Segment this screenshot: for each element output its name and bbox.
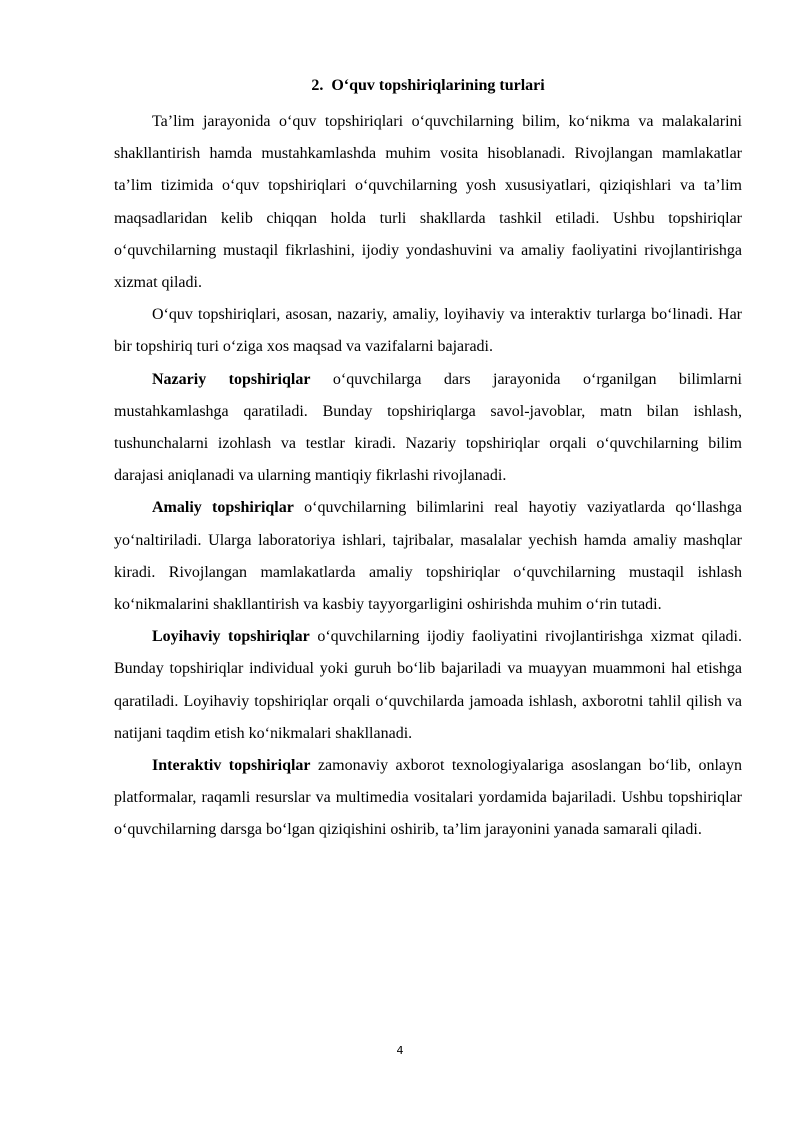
paragraph-text: zamonaviy axborot texnologiyalariga asoslangan bo‘lib, onlayn platformalar, raqamli resurslar va multimedia vositalari yordamida bajariladi. Ushbu topshiriqlar o‘quvchilarning darsga bo‘lgan qiziqishini oshirib, ta’lim jarayonini yanada samarali qiladi.: [114, 757, 742, 839]
paragraph-practical: [114, 492, 742, 621]
paragraph-text: o‘quvchilarning ijodiy faoliyatini rivojlantirishga xizmat qiladi. Bunday topshiriqlar individual yoki guruh bo‘lib bajariladi va muayyan muammoni hal etishga qaratiladi. Loyihaviy topshiriqlar orqali o‘quvchilarda jamoada ishlash, axborotni tahlil qilish va natijani taqdim etish ko‘nikmalari shakllanadi.: [114, 628, 742, 742]
section-title: O‘quv topshiriqlarining turlari: [331, 77, 545, 94]
term-practical-tasks: Amaliy topshiriqlar: [152, 499, 294, 517]
page-number: 4: [396, 1044, 404, 1057]
paragraph-interactive: [114, 750, 742, 847]
term-project-tasks: Loyihaviy topshiriqlar: [152, 628, 310, 646]
paragraph-text: o‘quvchilarning bilimlarini real hayotiy vaziyatlarda qo‘llashga yo‘naltiriladi. Ularga laboratoriya ishlari, tajribalar, masalalar yechish hamda amaliy mashqlar kiradi. Rivojlangan mamlakatlarda amaliy topshiriqlar o‘quvchilarning mustaqil ishlash ko‘nikmalarini shakllantirish va kasbiy tayyorgarligini oshirishda muhim o‘rin tutadi.: [114, 499, 743, 614]
paragraph-text: o‘quvchilarga dars jarayonida o‘rganilgan bilimlarni mustahkamlashga qaratiladi. Bunday topshiriqlarga savol-javoblar, matn bilan ishlash, tushunchalarni izohlash va testlar kiradi. Nazariy topshiriqlar orqali o‘quvchilarning bilim darajasi aniqlanadi va ularning mantiqiy fikrlashi rivojlanadi.: [114, 370, 742, 485]
paragraph-types: [114, 299, 742, 363]
paragraph-text: Ta’lim jarayonida o‘quv topshiriqlari o‘quvchilarning bilim, ko‘nikma va malakalarini shakllantirish hamda mustahkamlashda muhim vosita hisoblanadi. Rivojlangan mamlakatlar ta’lim tizimida o‘quv topshiriqlari o‘quvchilarning yosh xususiyatlari, qiziqishlari va ta’lim maqsadlaridan kelib chiqqan holda turli shakllarda tashkil etiladi. Ushbu topshiriqlar o‘quvchilarning mustaqil fikrlashini, ijodiy yondashuvini va amaliy faoliyatini rivojlantirishga xizmat qiladi.: [114, 113, 742, 292]
page-content: [114, 74, 742, 847]
paragraph-intro: [114, 106, 742, 299]
paragraph-theoretical: [114, 364, 742, 493]
section-heading: [114, 74, 742, 98]
term-theoretical-tasks: Nazariy topshiriqlar: [152, 370, 311, 388]
term-interactive-tasks: Interaktiv topshiriqlar: [152, 757, 311, 775]
paragraph-project: [114, 621, 742, 750]
paragraph-text: O‘quv topshiriqlari, asosan, nazariy, amaliy, loyihaviy va interaktiv turlarga bo‘linadi. Har bir topshiriq turi o‘ziga xos maqsad va vazifalarni bajaradi.: [114, 306, 742, 356]
section-number: 2.: [311, 77, 324, 94]
